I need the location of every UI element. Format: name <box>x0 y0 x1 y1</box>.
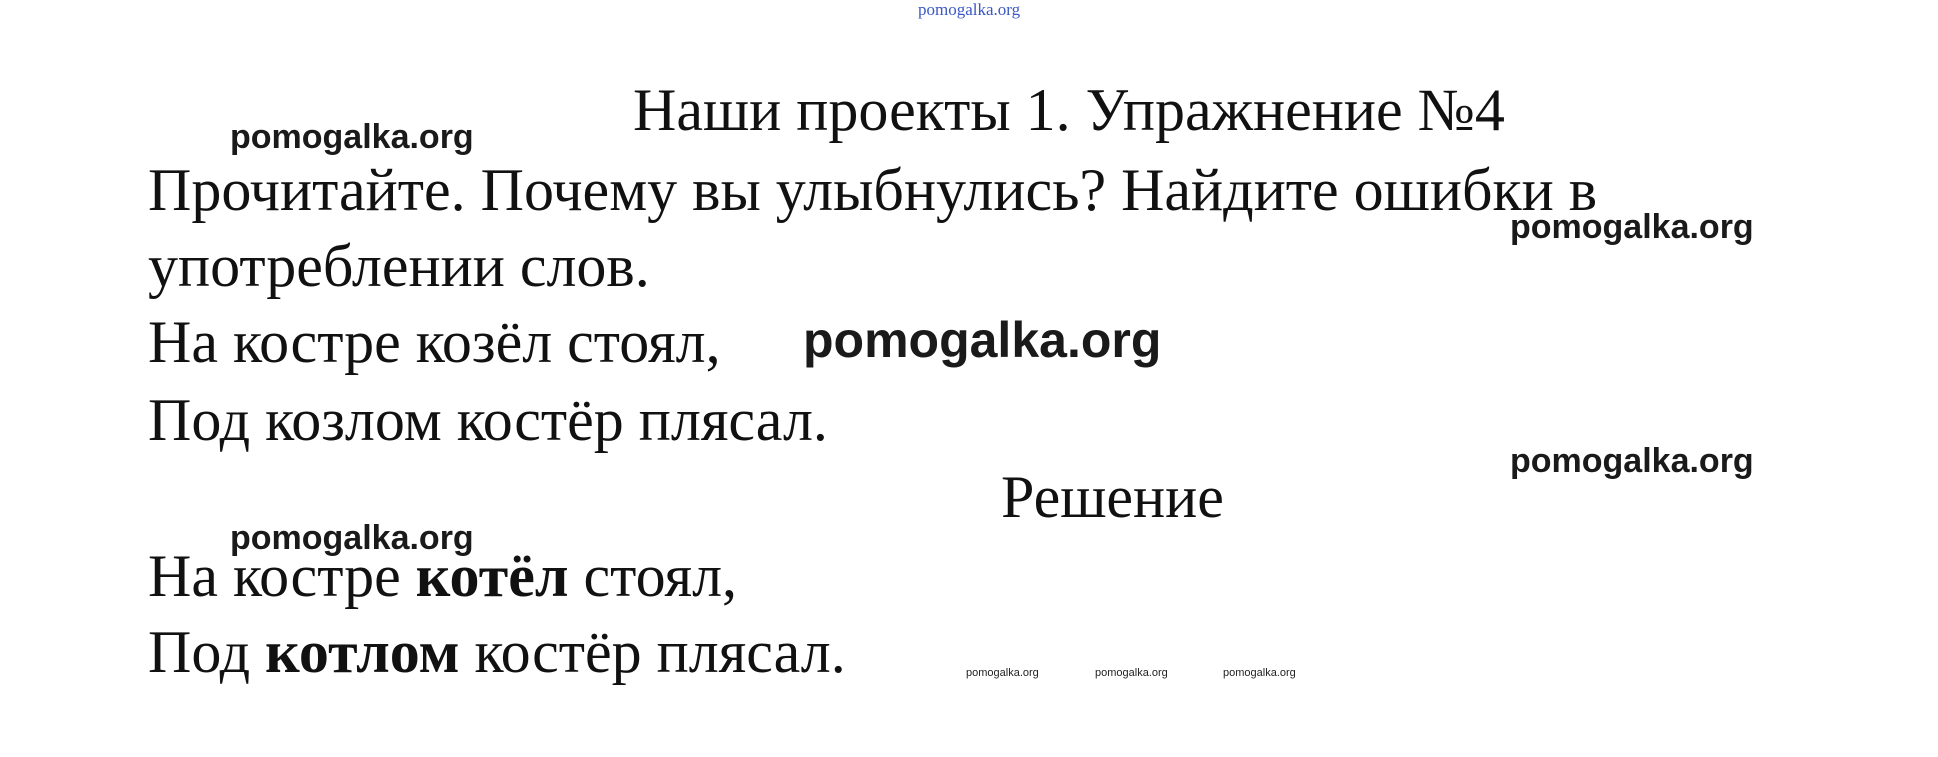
watermark: pomogalka.org <box>1510 442 1754 480</box>
watermark-top: pomogalka.org <box>918 0 1021 19</box>
task-text-line-1: Прочитайте. Почему вы улыбнулись? Найдите ошибки в <box>148 157 1598 223</box>
answer-line-2-after: костёр плясал. <box>459 619 846 685</box>
watermark: pomogalka.org <box>966 667 1039 679</box>
watermark: pomogalka.org <box>1095 667 1168 679</box>
corrected-word-kotel: котёл <box>415 543 569 609</box>
page-title: Наши проекты 1. Упражнение №4 <box>633 77 1505 143</box>
poem-line-2: Под козлом костёр плясал. <box>148 387 828 453</box>
watermark: pomogalka.org <box>1510 208 1754 246</box>
answer-line-1-after: стоял, <box>568 543 738 609</box>
answer-line-1-before: На костре <box>148 543 416 609</box>
task-text-line-2: употреблении слов. <box>148 233 650 299</box>
answer-line-2 <box>148 619 846 685</box>
watermark: pomogalka.org <box>1223 667 1296 679</box>
watermark: pomogalka.org <box>230 118 474 156</box>
watermark: pomogalka.org <box>803 312 1162 368</box>
corrected-word-kotlom: котлом <box>265 619 460 685</box>
answer-line-1 <box>148 543 738 609</box>
answer-line-2-before: Под <box>148 619 266 685</box>
poem-line-1: На костре козёл стоял, <box>148 309 721 375</box>
solution-heading: Решение <box>1001 464 1224 530</box>
watermark: pomogalka.org <box>230 519 474 557</box>
